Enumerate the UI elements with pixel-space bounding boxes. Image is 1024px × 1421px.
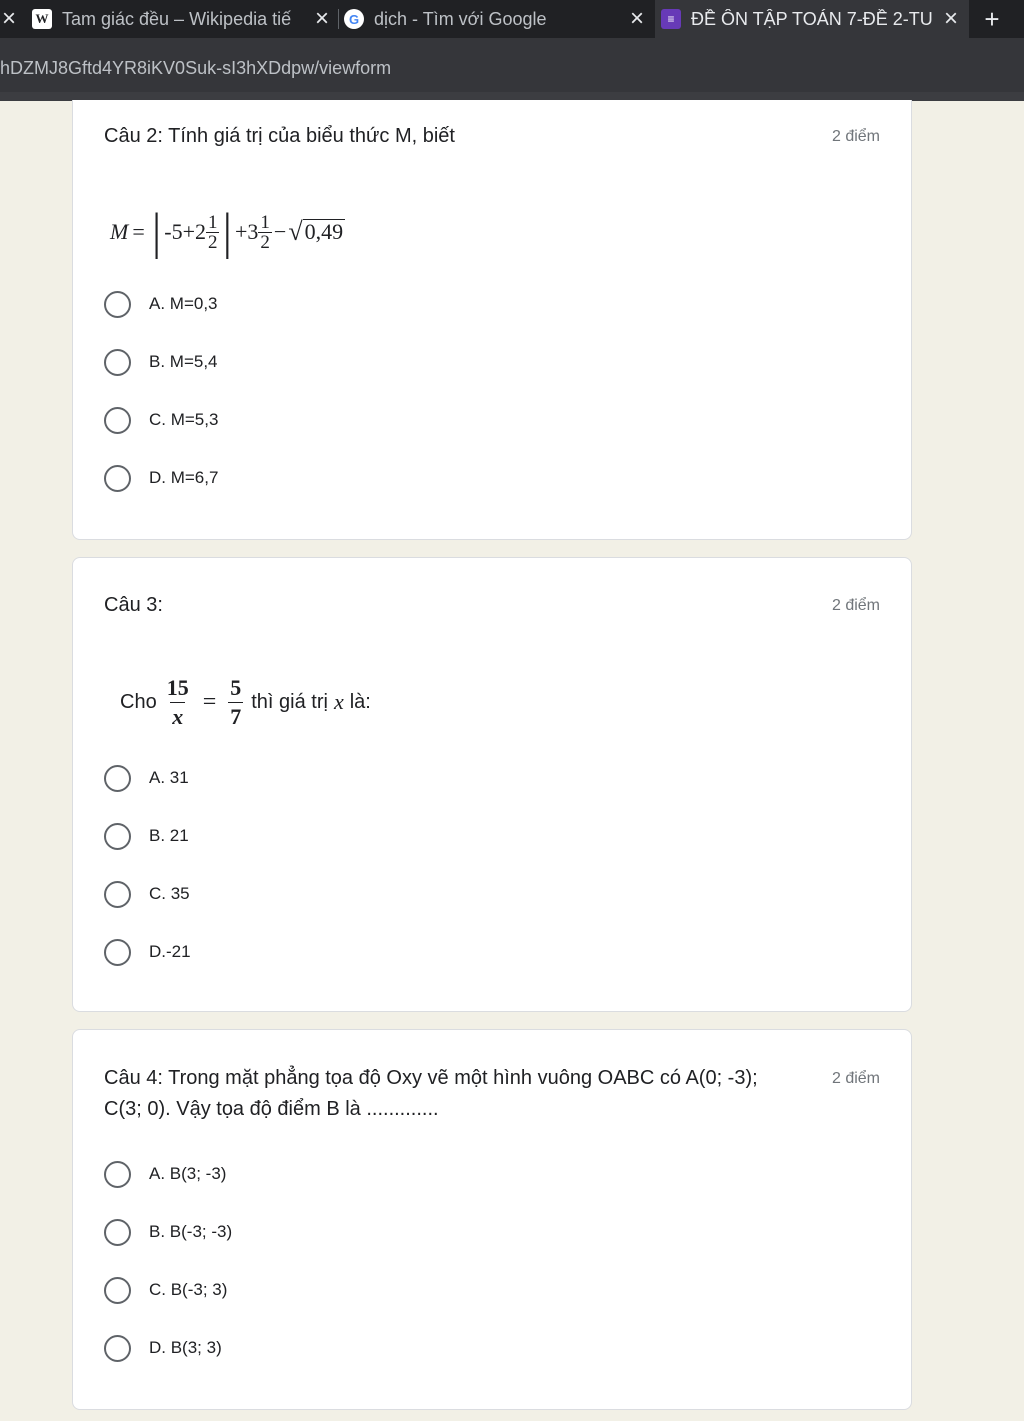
question-title: Câu 2: Tính giá trị của biểu thức M, biết xyxy=(104,125,455,147)
tab-form[interactable] xyxy=(655,0,969,38)
radio-button[interactable] xyxy=(104,1219,131,1246)
radio-button[interactable] xyxy=(104,1335,131,1362)
wikipedia-icon: W xyxy=(32,9,52,29)
radio-button[interactable] xyxy=(104,939,131,966)
question-points: 2 điểm xyxy=(831,597,880,614)
option-label: B. 21 xyxy=(149,826,189,845)
radio-button[interactable] xyxy=(104,407,131,434)
option-b[interactable] xyxy=(104,821,189,851)
option-label: C. B(-3; 3) xyxy=(149,1280,228,1299)
option-c[interactable] xyxy=(104,405,218,435)
option-c[interactable] xyxy=(104,1275,227,1305)
radio-button[interactable] xyxy=(104,765,131,792)
google-icon: G xyxy=(344,9,364,29)
tab-title: ĐỀ ÔN TẬP TOÁN 7-ĐỀ 2-TU xyxy=(691,8,933,29)
tab-title: Tam giác đều – Wikipedia tiế xyxy=(62,8,292,29)
radio-button[interactable] xyxy=(104,1277,131,1304)
radio-button[interactable] xyxy=(104,291,131,318)
url-text[interactable]: hDZMJ8Gftd4YR8iKV0Suk-sI3hXDdpw/viewform xyxy=(0,58,392,78)
option-label: D. B(3; 3) xyxy=(149,1338,222,1357)
option-label: A. M=0,3 xyxy=(149,294,218,313)
option-a[interactable] xyxy=(104,763,189,793)
tab-google[interactable] xyxy=(344,0,624,38)
close-tab-icon[interactable]: × xyxy=(629,5,644,32)
option-label: B. B(-3; -3) xyxy=(149,1222,233,1241)
question-title-continued: C(3; 0). Vậy tọa độ điểm B là ............. xyxy=(104,1098,439,1120)
question-card xyxy=(72,557,912,1012)
option-label: C. 35 xyxy=(149,884,190,903)
option-d[interactable] xyxy=(104,1333,222,1363)
option-label: C. M=5,3 xyxy=(149,410,219,429)
google-forms-icon: ≡ xyxy=(661,9,681,29)
option-a[interactable] xyxy=(104,1159,226,1189)
radio-button[interactable] xyxy=(104,823,131,850)
option-label: B. M=5,4 xyxy=(149,352,218,371)
option-label: D.-21 xyxy=(149,942,191,961)
question-title: Câu 3: xyxy=(104,594,163,616)
question-points: 2 điểm xyxy=(831,1070,880,1087)
radio-button[interactable] xyxy=(104,881,131,908)
option-label: A. B(3; -3) xyxy=(149,1164,227,1183)
question-title: Câu 4: Trong mặt phẳng tọa độ Oxy vẽ một hình vuông OABC có A(0; -3); xyxy=(104,1067,758,1089)
option-b[interactable] xyxy=(104,347,218,377)
close-tab-icon[interactable]: × xyxy=(943,5,958,32)
option-label: A. 31 xyxy=(149,768,189,787)
option-b[interactable] xyxy=(104,1217,232,1247)
tab-wikipedia[interactable] xyxy=(30,0,306,38)
question-points: 2 điểm xyxy=(831,128,880,145)
option-d[interactable] xyxy=(104,937,191,967)
formula-x: Cho $\frac{15}{x}$ = $\frac{5}{7}$ thì giá trị x là: xyxy=(120,674,371,729)
question-card xyxy=(72,100,912,540)
question-card xyxy=(72,1029,912,1410)
close-tab-icon[interactable]: × xyxy=(314,5,329,32)
formula-m: M = | -5+2 $\frac{1}{2}$ | +3 $\frac{1}{2}$ − √ 0,49 xyxy=(110,205,344,259)
option-a[interactable] xyxy=(104,289,218,319)
option-d[interactable] xyxy=(104,463,218,493)
tab-strip xyxy=(0,0,1024,38)
radio-button[interactable] xyxy=(104,465,131,492)
tab-title: dịch - Tìm với Google xyxy=(374,8,547,29)
option-label: D. M=6,7 xyxy=(149,468,219,487)
new-tab-icon[interactable]: + xyxy=(984,3,1000,34)
radio-button[interactable] xyxy=(104,349,131,376)
tab-separator xyxy=(338,9,339,29)
close-tab-icon[interactable]: × xyxy=(1,5,16,32)
option-c[interactable] xyxy=(104,879,190,909)
radio-button[interactable] xyxy=(104,1161,131,1188)
